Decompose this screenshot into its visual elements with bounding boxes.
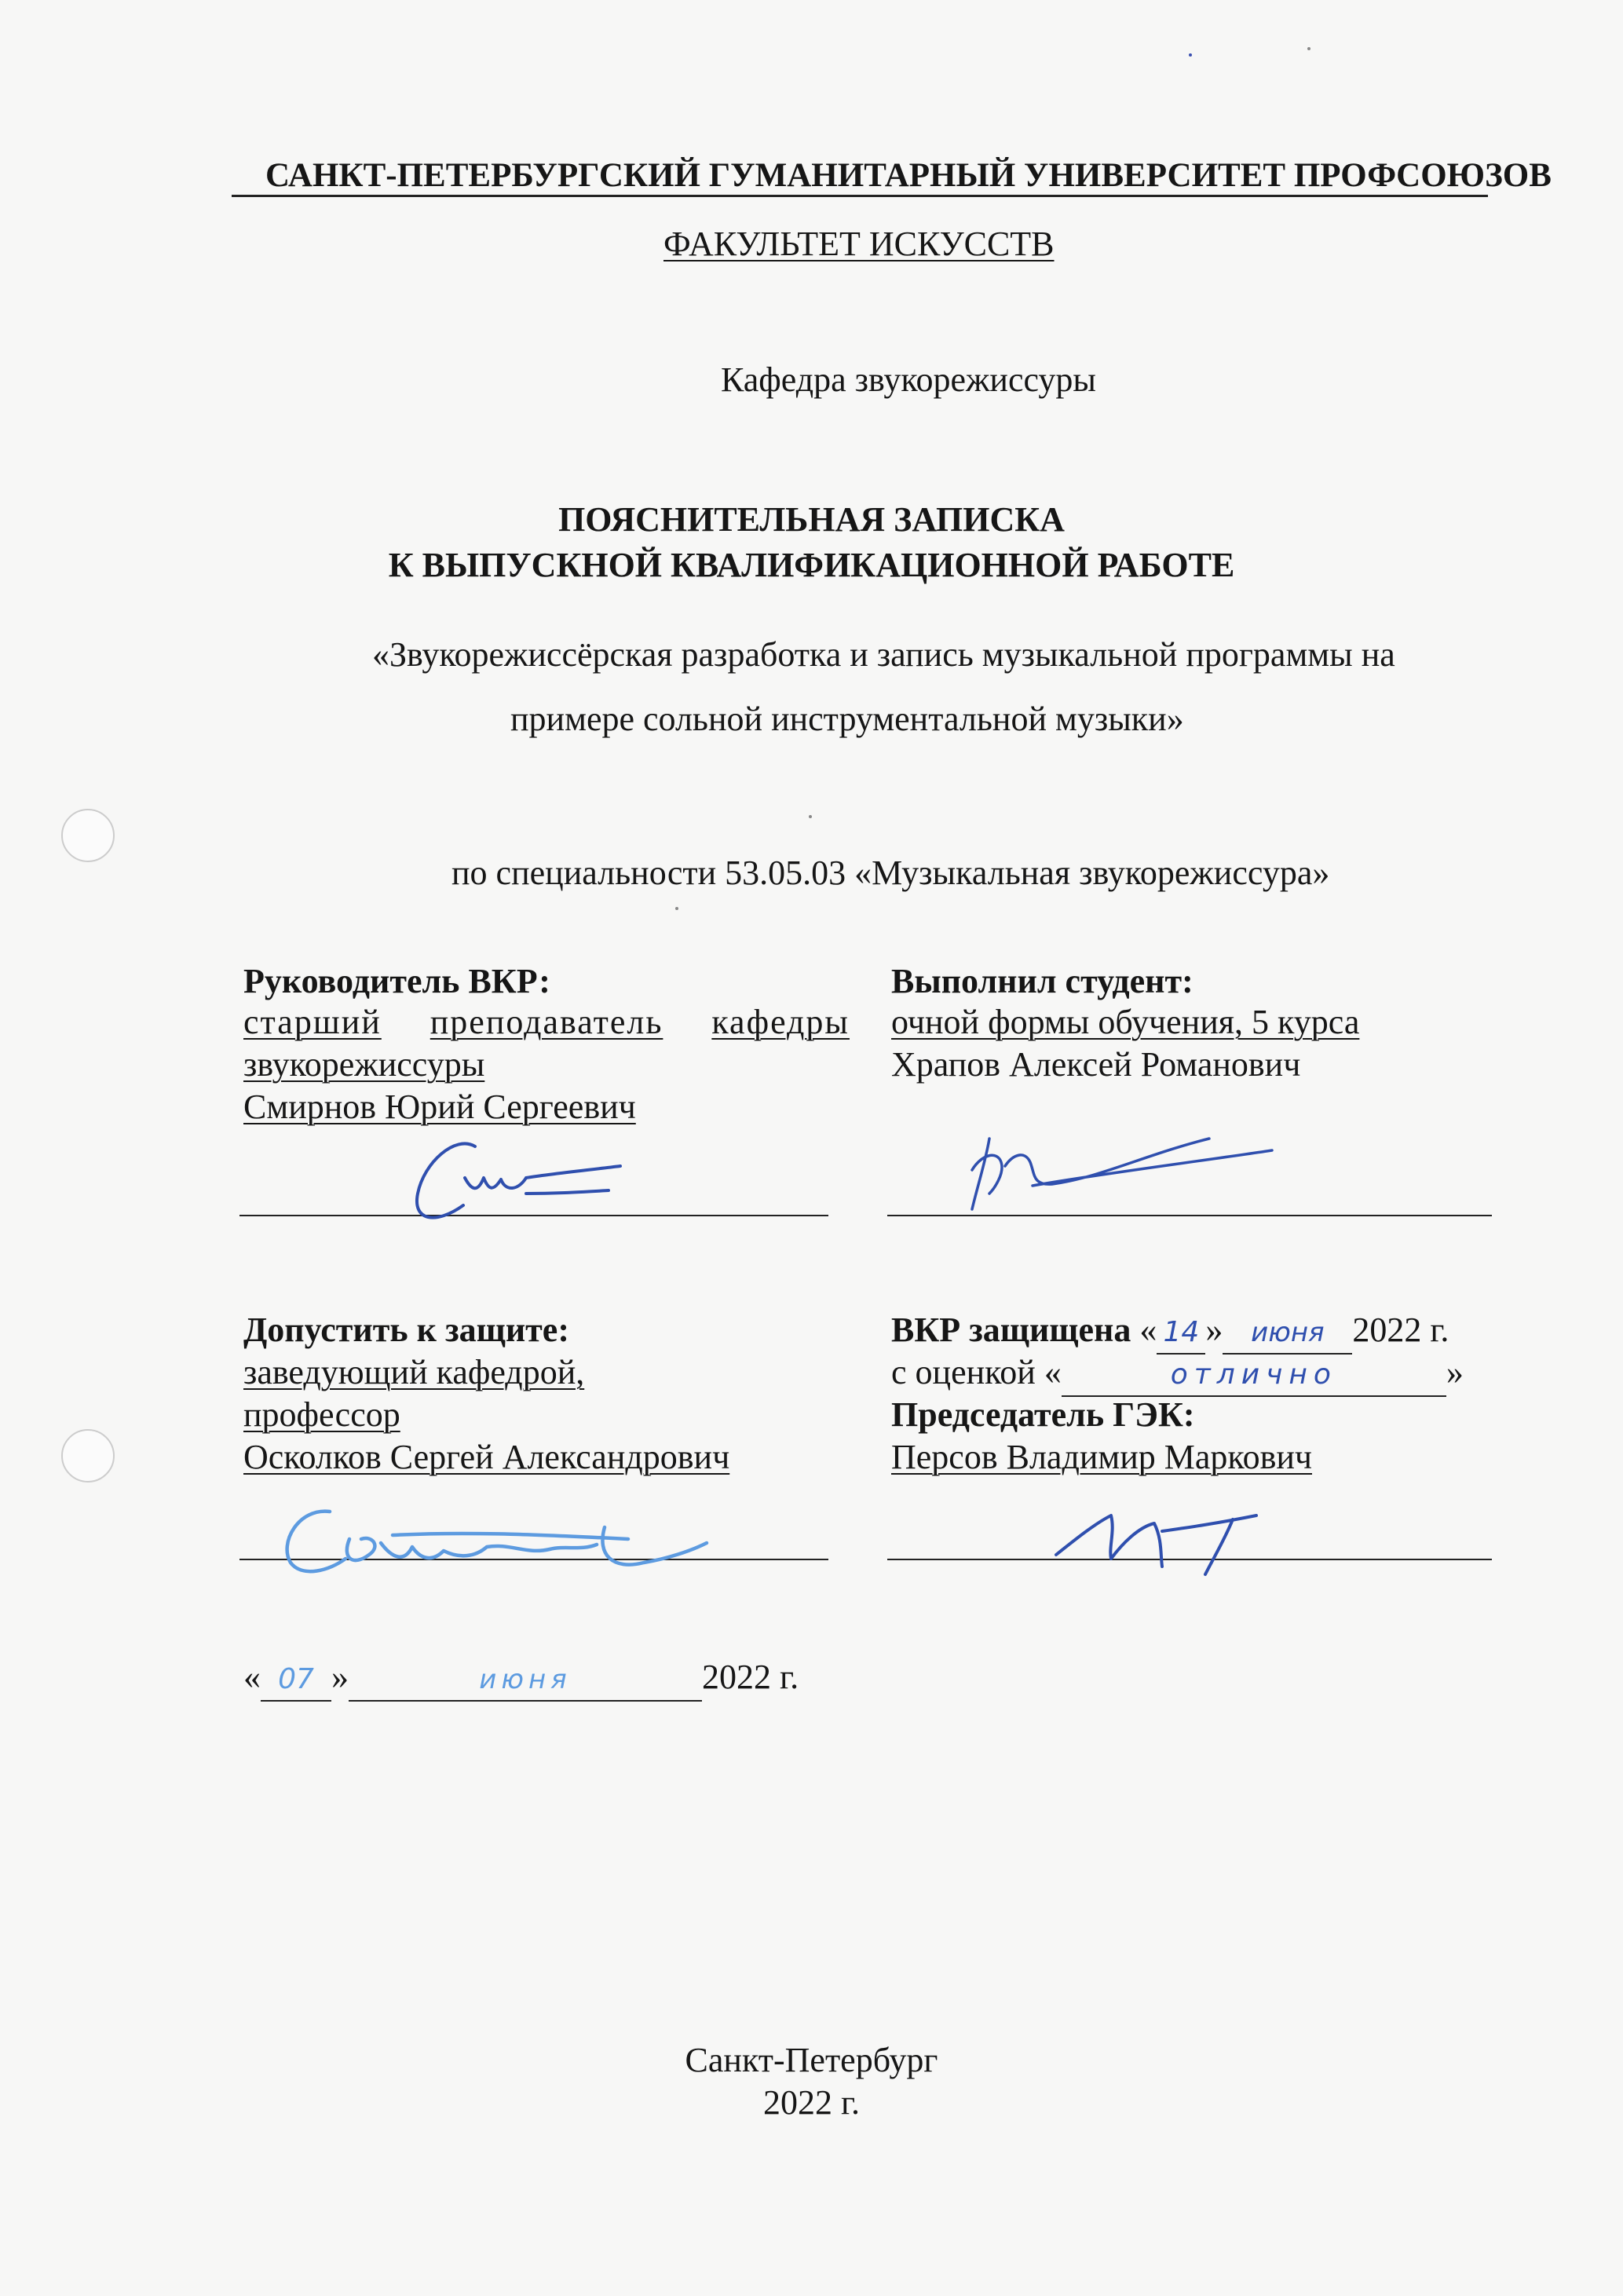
speck — [1189, 53, 1192, 57]
defense-label: ВКР защищена — [891, 1311, 1131, 1349]
faculty-name: ФАКУЛЬТЕТ ИСКУССТВ — [663, 225, 1055, 263]
grade-value: отлично — [1170, 1358, 1337, 1391]
topic-line2: примере сольной инструментальной музыки» — [510, 700, 1184, 738]
chair-signature — [1052, 1492, 1272, 1578]
date-month-field — [349, 1659, 702, 1702]
speck — [809, 815, 812, 818]
date-day-field — [261, 1659, 331, 1702]
punch-hole-top — [61, 809, 115, 862]
supervisor-position-word: старший — [243, 1003, 382, 1041]
admission-name: Осколков Сергей Александрович — [243, 1438, 730, 1476]
grade-field — [1062, 1355, 1446, 1397]
admission-position-line1: заведующий кафедрой, — [243, 1353, 585, 1391]
grade-prefix: с оценкой « — [891, 1353, 1062, 1391]
date-year: 2022 г. — [702, 1658, 799, 1696]
admission-position-line2: профессор — [243, 1395, 400, 1434]
specialty: по специальности 53.05.03 «Музыкальная звукорежиссура» — [451, 854, 1330, 892]
student-signature — [958, 1107, 1288, 1217]
document-title-line2: К ВЫПУСКНОЙ КВАЛИФИКАЦИОННОЙ РАБОТЕ — [388, 546, 1235, 584]
student-heading: Выполнил студент: — [891, 962, 1193, 1000]
grade-suffix: » — [1446, 1353, 1464, 1391]
chair-heading: Председатель ГЭК: — [891, 1395, 1195, 1434]
supervisor-position-line2: звукорежиссуры — [243, 1045, 485, 1084]
admission-day: 07 — [278, 1663, 314, 1695]
admission-date — [243, 1657, 799, 1702]
supervisor-position-word: преподаватель — [430, 1003, 663, 1041]
speck — [675, 907, 678, 910]
date-close-quote: » — [331, 1658, 349, 1696]
supervisor-position-word: кафедры — [711, 1003, 850, 1041]
admission-heading: Допустить к защите: — [243, 1311, 569, 1349]
department-name: Кафедра звукорежиссуры — [721, 360, 1096, 399]
document-title-line1: ПОЯСНИТЕЛЬНАЯ ЗАПИСКА — [558, 500, 1065, 539]
defense-year: 2022 г. — [1352, 1311, 1449, 1349]
date-open-quote: « — [243, 1658, 261, 1696]
admission-signature — [275, 1496, 715, 1582]
student-form: очной формы обучения, 5 курса — [891, 1003, 1360, 1041]
university-name: САНКТ-ПЕТЕРБУРГСКИЙ ГУМАНИТАРНЫЙ УНИВЕРСИТЕТ ПРОФСОЮЗОВ — [265, 157, 1552, 194]
speck — [1307, 47, 1310, 50]
chair-name: Персов Владимир Маркович — [891, 1438, 1313, 1476]
topic-line1: «Звукорежиссёрская разработка и запись музыкальной программы на — [372, 635, 1395, 674]
defense-month: июня — [1251, 1317, 1325, 1348]
footer-city: Санкт-Петербург — [685, 2041, 938, 2079]
university-underline — [232, 195, 1488, 197]
footer-year: 2022 г. — [762, 2083, 861, 2122]
defense-month-field — [1223, 1312, 1352, 1355]
supervisor-position-line1 — [243, 1002, 850, 1043]
punch-hole-bottom — [61, 1429, 115, 1483]
supervisor-name: Смирнов Юрий Сергеевич — [243, 1088, 636, 1126]
defense-day: 14 — [1163, 1316, 1200, 1348]
supervisor-heading: Руководитель ВКР: — [243, 962, 550, 1000]
admission-month: июня — [479, 1664, 572, 1695]
student-name: Храпов Алексей Романович — [891, 1045, 1301, 1084]
defense-line — [891, 1310, 1449, 1355]
defense-close-quote: » — [1205, 1311, 1223, 1349]
supervisor-signature — [408, 1131, 628, 1233]
defense-day-field — [1157, 1312, 1205, 1355]
grade-line — [891, 1352, 1464, 1397]
defense-open-quote: « — [1139, 1311, 1157, 1349]
